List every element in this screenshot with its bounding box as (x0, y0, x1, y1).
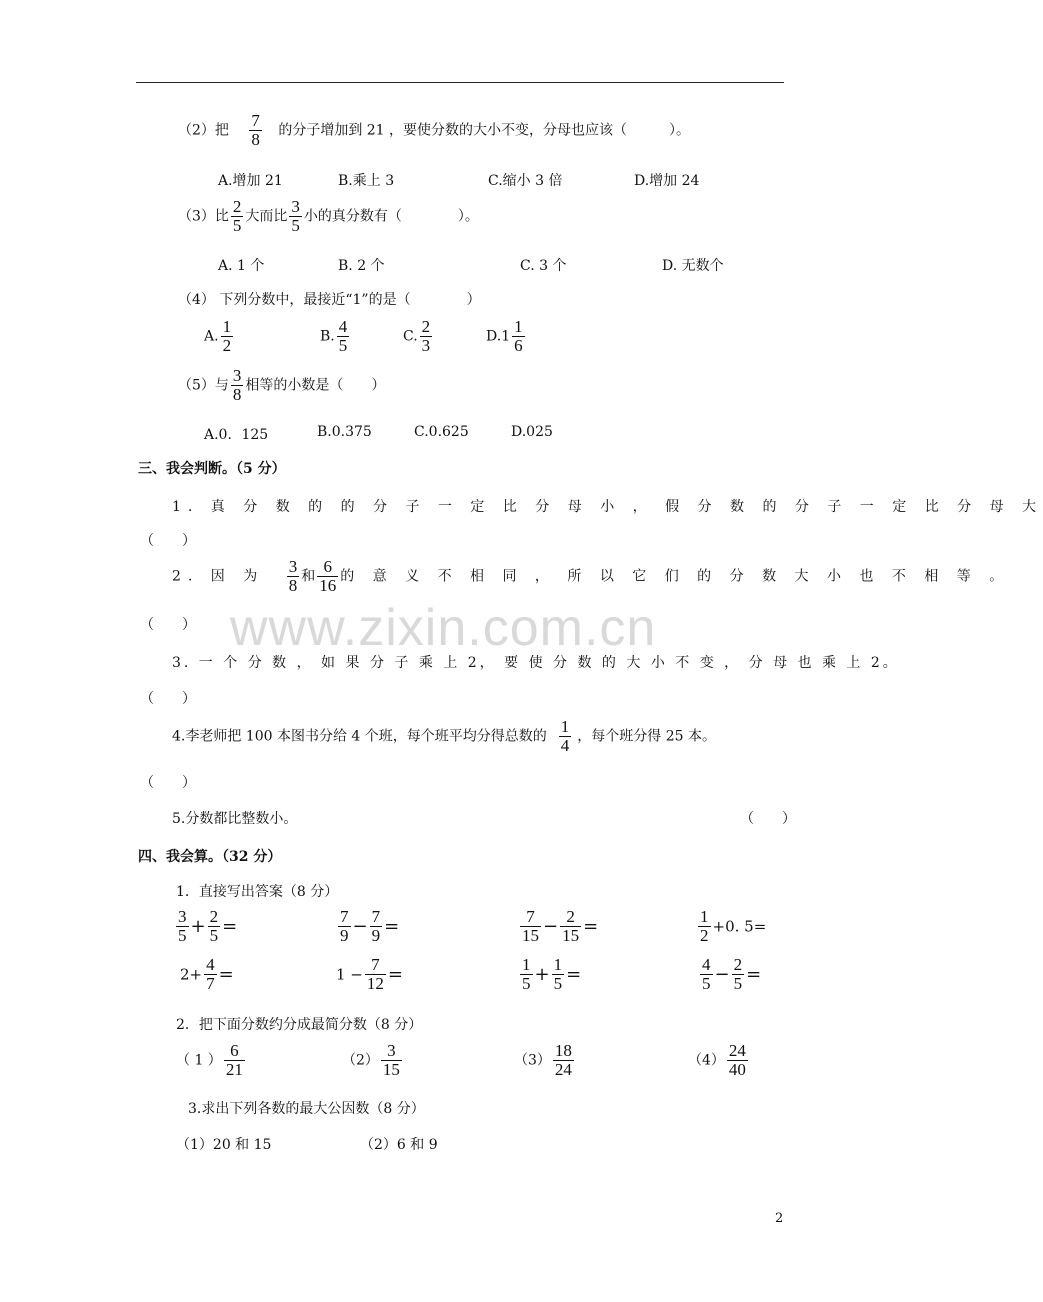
header-rule (136, 82, 784, 83)
q2-prefix: （2）把 (178, 122, 229, 139)
q2-option-a: A.增加 21 (218, 173, 283, 189)
q2-fraction: $\frac{7}{8}$ (251, 111, 260, 149)
q5-option-c: C.0.625 (414, 424, 469, 440)
gcd-item-2: （2）6 和 9 (360, 1137, 438, 1153)
q2-option-d: D.增加 24 (634, 173, 700, 189)
judge-item-2-fraction-2: $\frac{6}{16}$ (319, 557, 337, 595)
judge-item-3-paren: （ ） (140, 691, 196, 707)
q4-option-b-fraction: $\frac{4}{5}$ (338, 317, 348, 355)
q3-option-c: C. 3 个 (520, 258, 567, 274)
q3-text: 小的真分数有（ ）。 (303, 208, 479, 225)
page-number: 2 (775, 1211, 784, 1226)
calc-expr-6: 1 − $\frac{7}{12}$ = (336, 955, 403, 993)
q3-fraction-1: $\frac{2}{5}$ (232, 197, 242, 235)
question-5: （5）与 $\frac{3}{8}$ 相等的小数是（ ） (178, 366, 386, 404)
gcd-item-1: （1）20 和 15 (176, 1137, 272, 1153)
calc-expr-2: $\frac{7}{9}$ − $\frac{7}{9}$ = (340, 907, 400, 945)
part-3-title: 3.求出下列各数的最大公因数（8 分） (188, 1101, 425, 1117)
q4-option-d: D.1 $\frac{1}{6}$ (486, 317, 523, 355)
q5-option-b: B.0.375 (317, 424, 372, 440)
q3-mid: 大而比 (245, 208, 288, 225)
section-3-title: 三、我会判断。（5 分） (138, 461, 286, 477)
reduce-item-3: （3） $\frac{18}{24}$ (514, 1041, 572, 1079)
q4-option-c: C. $\frac{2}{3}$ (403, 317, 431, 355)
judge-item-5-paren: （ ） (740, 811, 796, 827)
q3-prefix: （3）比 (178, 208, 229, 225)
judge-item-4-fraction: $\frac{1}{4}$ (560, 717, 570, 755)
q2-option-b: B.乘上 3 (338, 173, 395, 189)
judge-item-1-paren: （ ） (140, 533, 196, 549)
judge-item-4: 4.李老师把 100 本图书分给 4 个班，每个班平均分得总数的 $\frac{1}{4}$ ，每个班分得 25 本。 (172, 717, 717, 755)
judge-item-2-fraction-1: $\frac{3}{8}$ (288, 557, 298, 595)
q4-option-b: B. $\frac{4}{5}$ (320, 317, 348, 355)
q4-option-d-fraction: $\frac{1}{6}$ (514, 317, 523, 355)
calc-expr-4: $\frac{1}{2}$ +0. 5= (700, 907, 767, 945)
reduce-item-2: （2） $\frac{3}{15}$ (342, 1041, 400, 1079)
q2-text: 的分子增加到 21 ，要使分数的大小不变，分母也应该（ ）。 (278, 122, 691, 139)
judge-item-1: 1. 真 分 数 的 的 分 子 一 定 比 分 母 小 ， 假 分 数 的 分 子 一 定 比 分 母 大 (172, 499, 1043, 515)
question-4: （4） 下列分数中，最接近“1”的是（ ） (178, 292, 481, 308)
judge-item-2-paren: （ ） (140, 617, 196, 633)
q2-option-c: C.缩小 3 倍 (488, 173, 563, 189)
judge-item-2: 2. 因 为 $\frac{3}{8}$ 和 $\frac{6}{16}$ 的 意 义 不 相 同 ， 所 以 它 们 的 分 数 大 小 也 不 相 等 。 (172, 557, 1011, 595)
q3-option-b: B. 2 个 (338, 258, 385, 274)
judge-item-4-paren: （ ） (140, 775, 196, 791)
part-2-title: 2．把下面分数约分成最简分数（8 分） (176, 1017, 423, 1033)
q3-option-d: D. 无数个 (662, 258, 724, 274)
q3-fraction-2: $\frac{3}{5}$ (291, 197, 300, 235)
calc-expr-7: $\frac{1}{5}$ + $\frac{1}{5}$ = (522, 955, 582, 993)
q3-option-a: A. 1 个 (218, 258, 265, 274)
watermark: www.zixin.com.cn (230, 599, 657, 657)
q5-fraction: $\frac{3}{8}$ (232, 366, 242, 404)
question-2 (178, 112, 690, 149)
judge-item-5: 5.分数都比整数小。 (172, 811, 298, 827)
q4-option-a: A. $\frac{1}{2}$ (204, 317, 232, 355)
question-3 (178, 198, 479, 235)
part-1-title: 1．直接写出答案（8 分） (176, 884, 339, 900)
reduce-item-4: （4） $\frac{24}{40}$ (688, 1041, 746, 1079)
q5-option-d: D.025 (511, 424, 553, 440)
calc-expr-5: 2+ $\frac{4}{7}$ = (180, 955, 234, 993)
reduce-item-1: （ 1 ） $\frac{6}{21}$ (176, 1041, 243, 1079)
section-4-title: 四、我会算。（32 分） (138, 849, 282, 865)
judge-item-3: 3. 一 个 分 数 ， 如 果 分 子 乘 上 2， 要 使 分 数 的 大 小 不 变 ， 分 母 也 乘 上 2。 (172, 655, 900, 671)
calc-expr-3: $\frac{7}{15}$ − $\frac{2}{15}$ = (522, 907, 599, 945)
q4-option-a-fraction: $\frac{1}{2}$ (222, 317, 232, 355)
q5-option-a: A.0．125 (204, 427, 269, 443)
calc-expr-1: $\frac{3}{5}$ + $\frac{2}{5}$ = (178, 907, 238, 945)
q4-option-c-fraction: $\frac{2}{3}$ (421, 317, 431, 355)
calc-expr-8: $\frac{4}{5}$ − $\frac{2}{5}$ = (702, 955, 762, 993)
